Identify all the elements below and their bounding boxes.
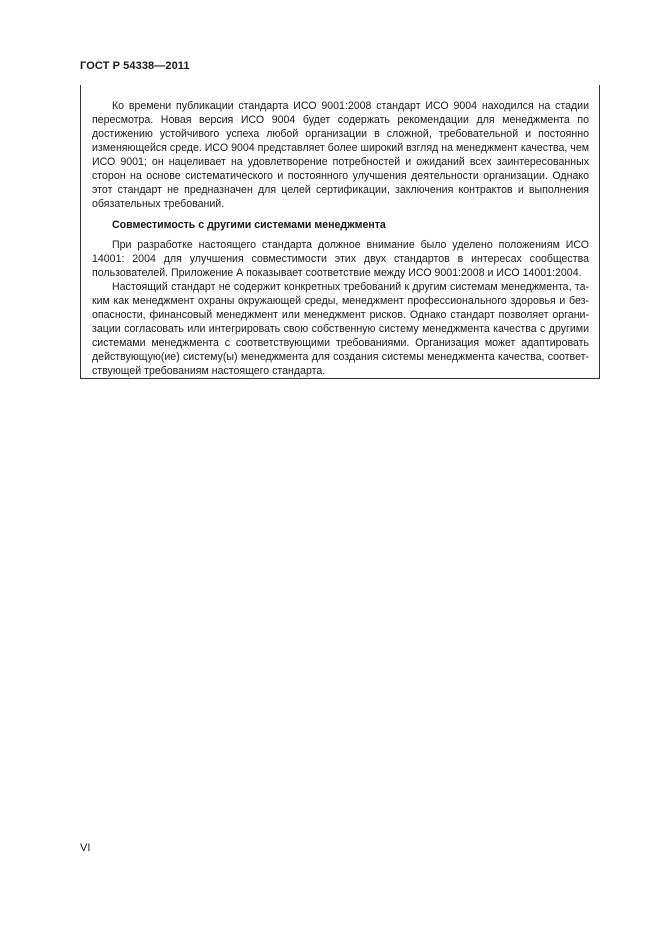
paragraph-other-systems: Настоящий стандарт не содержит конкретных требований к другим системам менеджмента, таким как менеджмент охраны окружающей среды, менеджмент профессионального здоровья и безопасности, финансовый менеджмент или менеджмент рисков. Однако стандарт позволяет организации согласовать или интегрировать свою собственную систему менеджмента качества с другими системами менеджмента с соответствующими требованиями. Организация может адаптировать действующую(ие) систему(ы) менеджмента для создания системы менеджмента качества, соответствующей требованиям настоящего стандарта. bbox=[92, 281, 589, 377]
paragraph-iso-14001: При разработке настоящего стандарта должное внимание было уделено положениям ИСО 14001: 2004 для улучшения совместимости этих двух стандартов в интересах сообщества пользователей. Приложение А показывает соответствие между ИСО 9001:2008 и ИСО 14001:2004. bbox=[92, 239, 589, 279]
page-number: VI bbox=[80, 842, 91, 854]
paragraph-iso-9004: Ко времени публикации стандарта ИСО 9001:2008 стандарт ИСО 9004 находился на стадии пересмотра. Новая версия ИСО 9004 будет содержать рекомендации для менеджмента по достижению устойчивого успеха любой организации в сложной, требовательной и постоянно изменяющейся среде. ИСО 9004 представляет более широкий взгляд на менеджмент качества, чем ИСО 9001; он нацеливает на удовлетворение потребностей и ожиданий всех заинтересованных сторон на основе систематического и постоянного улучшения деятельности организации. Однако этот стандарт не предназначен для целей сертификации, заключения контрактов и выполнения обязательных требований. bbox=[92, 100, 589, 210]
content-frame bbox=[80, 85, 600, 379]
document-code-header: ГОСТ Р 54338—2011 bbox=[80, 60, 190, 72]
section-heading-compatibility: Совместимость с другими системами менеджмента bbox=[112, 219, 386, 231]
